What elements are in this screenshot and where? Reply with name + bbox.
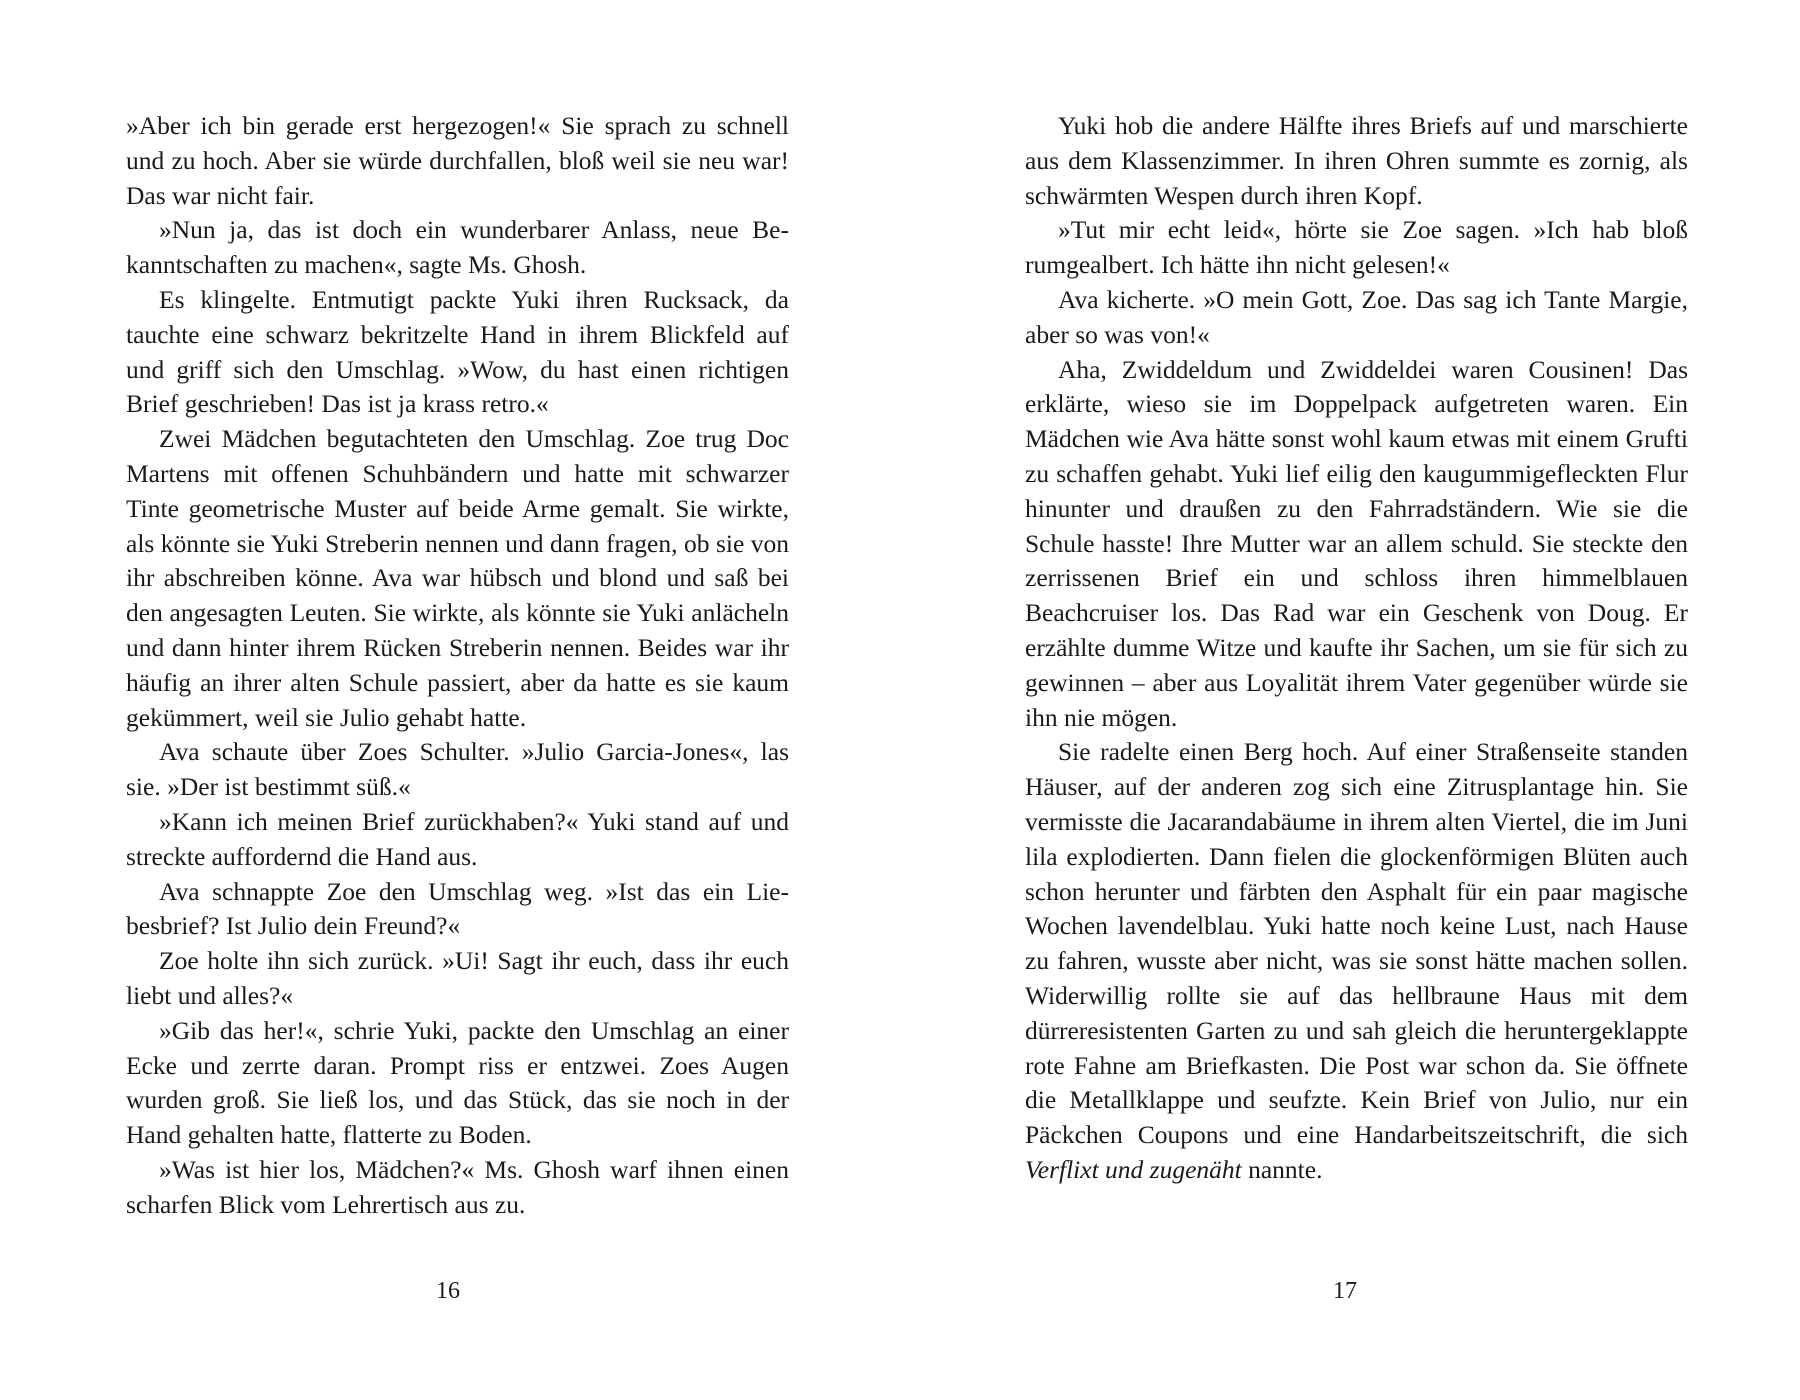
paragraph: »Nun ja, das ist doch ein wunderbarer Anlass, neue Bekanntschaften zu machen«, sagte Ms. Ghosh. — [126, 215, 789, 280]
paragraph: Aha, Zwiddeldum und Zwiddeldei waren Cousinen! Das erklärte, wieso sie im Doppelpack aufgetreten waren. Ein Mädchen wie Ava hätte sonst wohl kaum etwas mit einem Grufti zu schaffen gehabt. Yuki lief eilig den kaugummigefleckten Flur hinunter und draußen zu den Fahrradständern. Wie sie die Schule hasste! Ihre Mutter war an allem schuld. Sie steckte den zerrissenen Brief ein und schloss ihren himmelblauen Beachcruiser los. Das Rad war ein Geschenk von Doug. Er erzählte dumme Witze und kaufte ihr Sachen, um sie für sich zu gewinnen – aber aus Loyalität ihrem Vater gegenüber würde sie ihn nie mögen. — [1025, 354, 1688, 732]
paragraph: Ava schaute über Zoes Schulter. »Julio Garcia-Jones«, las sie. »Der ist bestimmt süß.« — [126, 737, 789, 802]
final-word: nannte. — [1248, 1154, 1323, 1184]
paragraph: Es klingelte. Entmutigt packte Yuki ihren Rucksack, da tauchte eine schwarz bekritzelte Hand in ihrem Blickfeld auf und griff sich den Umschlag. »Wow, du hast einen richtigen Brief geschrieben! Das ist ja krass retro.« — [126, 284, 789, 419]
paragraph: »Kann ich meinen Brief zurückhaben?« Yuki stand auf und streckte auffordernd die Hand aus. — [126, 806, 789, 871]
paragraph: »Tut mir echt leid«, hörte sie Zoe sagen. »Ich hab bloß rumgealbert. Ich hätte ihn nicht gelesen!« — [1025, 215, 1688, 280]
left-page-text — [126, 109, 789, 1223]
right-page — [900, 0, 1800, 1400]
italic-title: Verflixt und zugenäht — [1025, 1154, 1242, 1184]
paragraph-final — [1025, 735, 1688, 1187]
paragraph: »Gib das her!«, schrie Yuki, packte den Umschlag an einer Ecke und zerrte daran. Prompt riss er entzwei. Zoes Augen wurden groß. Sie ließ los, und das Stück, das sie noch in der Hand gehalten hatte, flatterte zu Boden. — [126, 1015, 789, 1150]
page-number: 16 — [436, 1278, 460, 1304]
page-number: 17 — [1333, 1278, 1357, 1304]
right-page-text — [1025, 109, 1688, 1188]
paragraph-text: Sie radelte einen Berg hoch. Auf einer Straßenseite standen Häuser, auf der anderen zog sich eine Zitrusplantage hin. Sie vermisste die Jacarandabäume in ihrem alten Viertel, die im Juni lila explodierten. Dann fielen die glockenförmigen Blüten auch schon herunter und färbten den Asphalt für ein paar magische Wochen lavendelblau. Yuki hatte noch keine Lust, nach Hause zu fahren, wusste aber nicht, was sie sonst hätte machen sollen. Widerwillig rollte sie auf das hellbraune Haus mit dem dürreresistenten Garten zu und sah gleich die heruntergeklappte rote Fahne am Briefkasten. Die Post war schon da. Sie öffnete die Metallklappe und seufzte. Kein Brief von Julio, nur ein Päckchen Coupons und eine Handarbeitszeitschrift, die sich — [1025, 737, 1688, 1150]
paragraph: Ava schnappte Zoe den Umschlag weg. »Ist das ein Liebesbrief? Ist Julio dein Freund?« — [126, 876, 789, 941]
paragraph: »Aber ich bin gerade erst hergezogen!« Sie sprach zu schnell und zu hoch. Aber sie würde durchfallen, bloß weil sie neu war! Das war nicht fair. — [126, 111, 789, 210]
paragraph: »Was ist hier los, Mädchen?« Ms. Ghosh warf ihnen einen scharfen Blick vom Lehrertisch aus zu. — [126, 1154, 789, 1219]
paragraph: Ava kicherte. »O mein Gott, Zoe. Das sag ich Tante Margie, aber so was von!« — [1025, 284, 1688, 349]
paragraph: Zwei Mädchen begutachteten den Umschlag. Zoe trug Doc Martens mit offenen Schuhbändern und hatte mit schwarzer Tinte geometrische Muster auf beide Arme gemalt. Sie wirkte, als könnte sie Yuki Streberin nennen und dann fragen, ob sie von ihr abschreiben könne. Ava war hübsch und blond und saß bei den angesagten Leuten. Sie wirkte, als könnte sie Yuki anlächeln und dann hinter ihrem Rücken Streberin nennen. Beides war ihr häufig an ihrer alten Schule passiert, aber da hatte es sie kaum gekümmert, weil sie Julio gehabt hatte. — [126, 424, 789, 732]
paragraph: Yuki hob die andere Hälfte ihres Briefs auf und marschierte aus dem Klassenzimmer. In ihren Ohren summte es zornig, als schwärmten Wespen durch ihren Kopf. — [1025, 111, 1688, 210]
paragraph: Zoe holte ihn sich zurück. »Ui! Sagt ihr euch, dass ihr euch liebt und alles?« — [126, 946, 789, 1010]
